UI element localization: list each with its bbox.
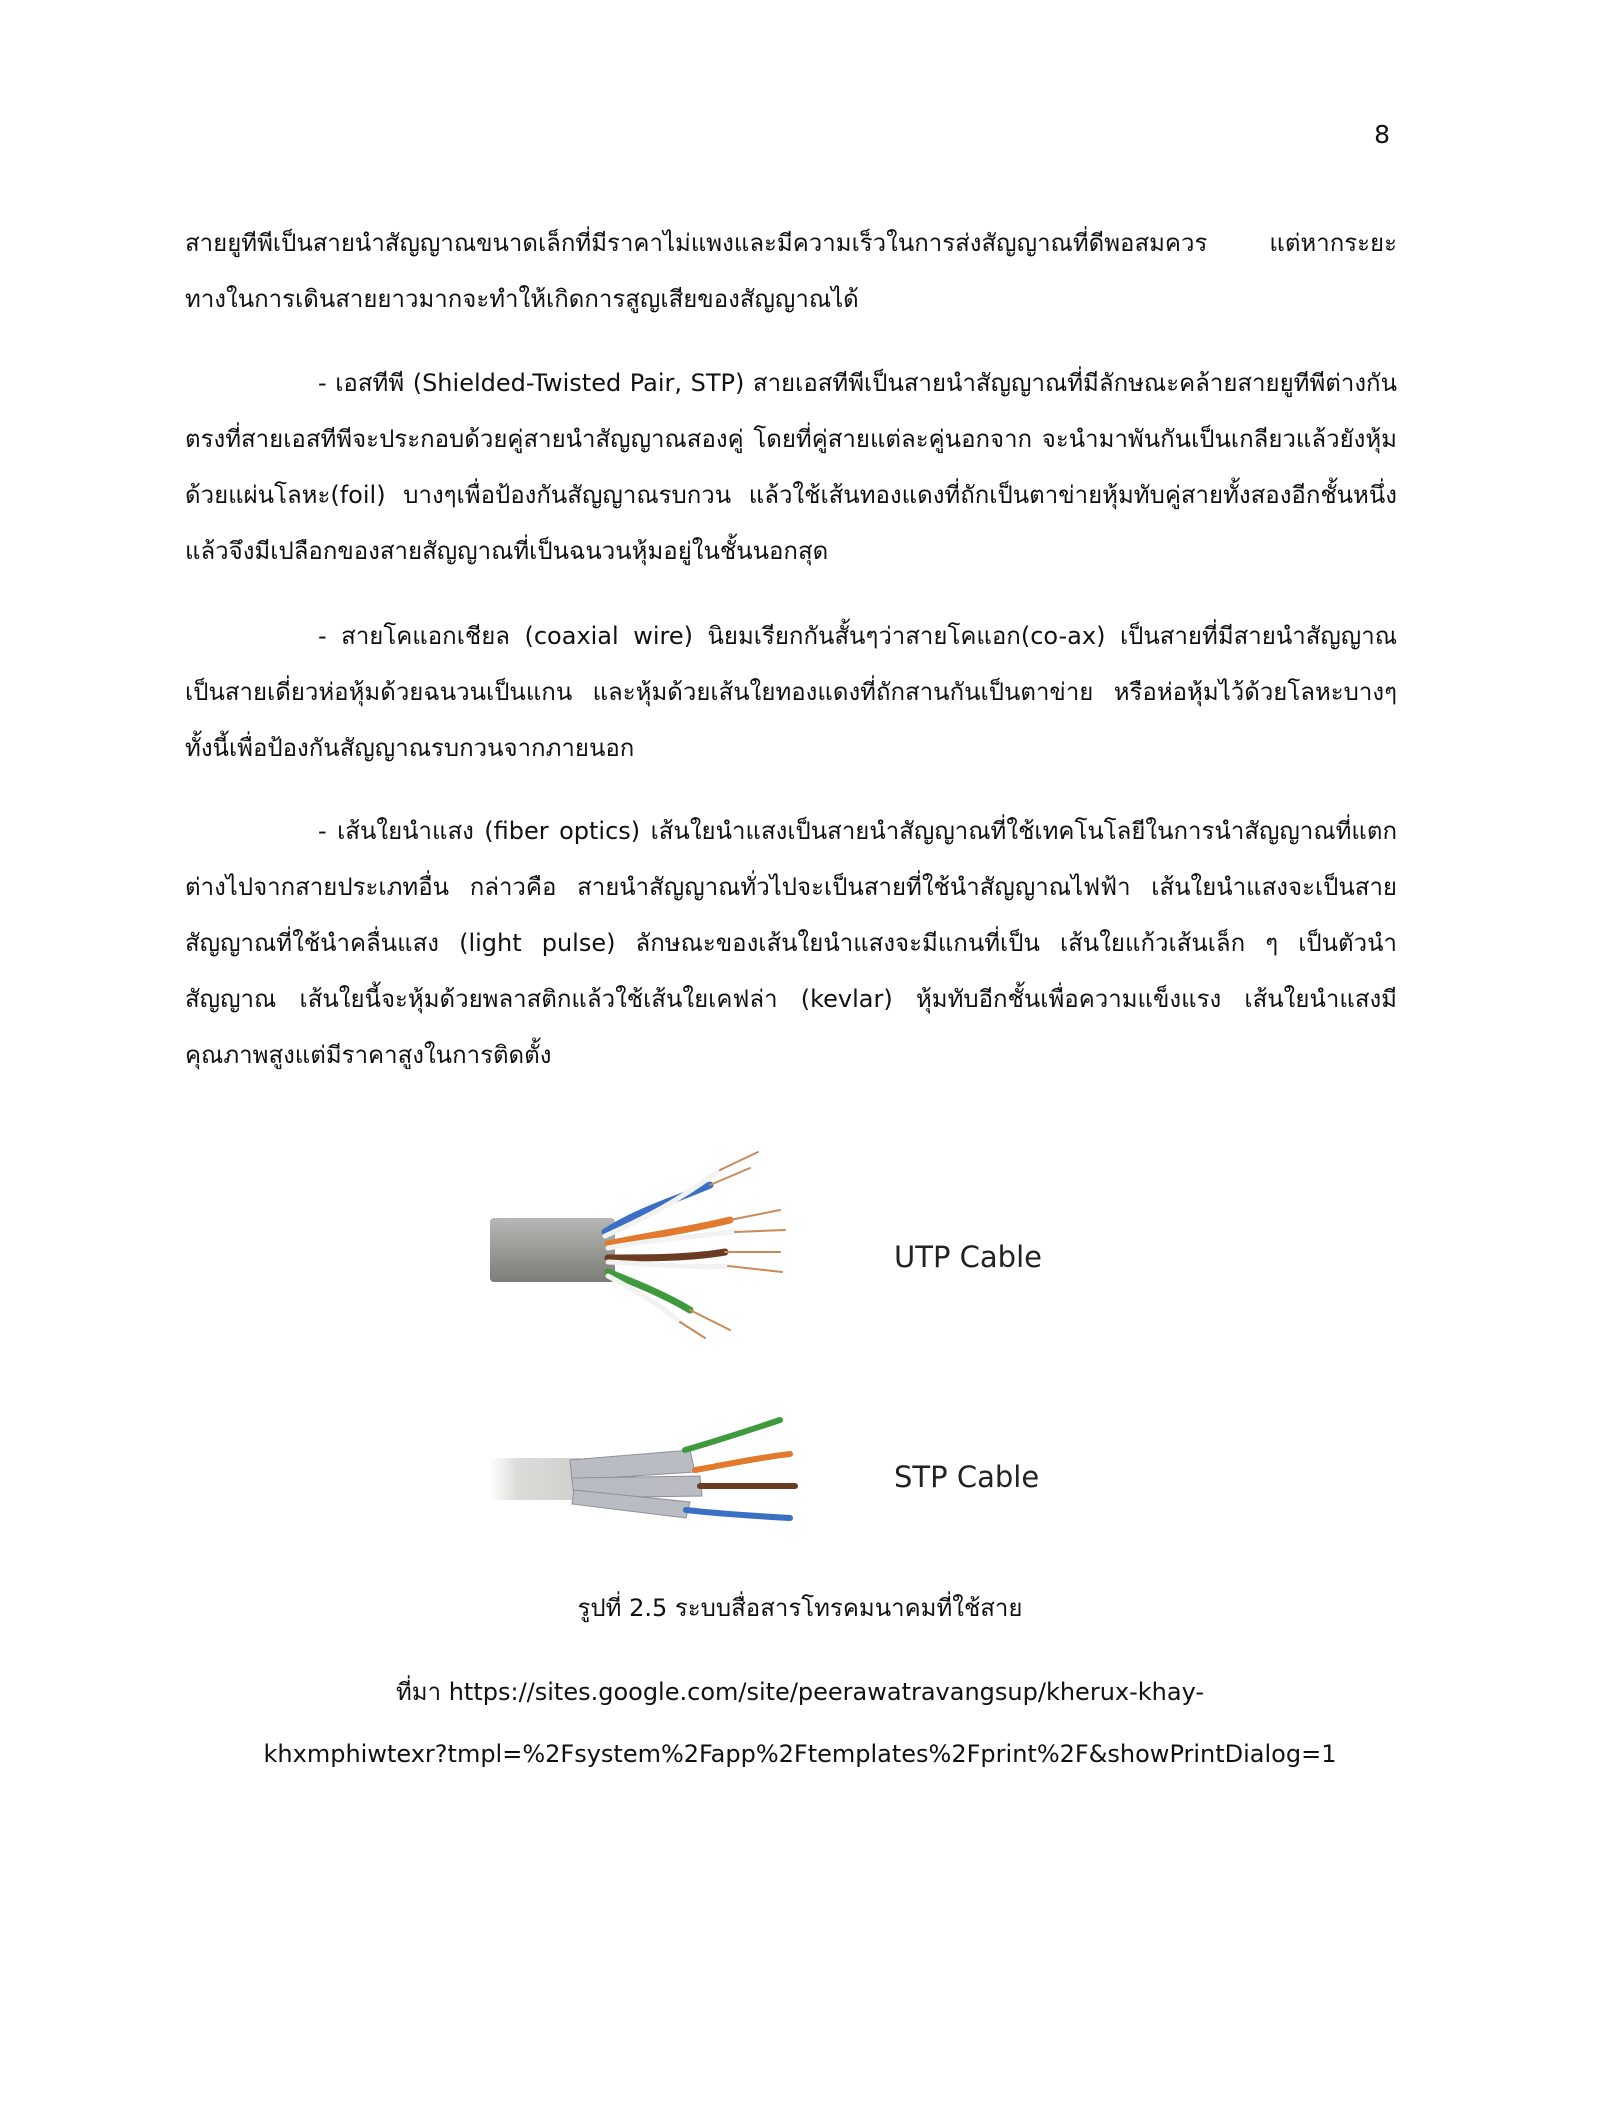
paragraph-utp-continuation (185, 215, 1397, 327)
paragraph-text: - เอสทีพี (Shielded-Twisted Pair, STP) สายเอสทีพีเป็นสายนำสัญญาณที่มีลักษณะคล้ายสายยูทีพีต่างกันตรงที่สายเอสทีพีจะประกอบด้วยคู่สายนำสัญญาณสองคู่ โดยที่คู่สายแต่ละคู่นอกจาก จะนำมาพันกันเป็นเกลียวแล้วยังหุ้มด้วยแผ่นโลหะ(foil) บางๆเพื่อป้องกันสัญญาณรบกวน แล้วใช้เส้นทองแดงที่ถักเป็นตาข่ายหุ้มทับคู่สายทั้งสองอีกชั้นหนึ่ง แล้วจึงมีเปลือกของสายสัญญาณที่เป็นฉนวนหุ้มอยู่ในชั้นนอกสุด (185, 369, 1397, 565)
utp-cable-image (490, 1140, 840, 1340)
paragraph-text: - สายโคแอกเชียล (coaxial wire) นิยมเรียกกันสั้นๆว่าสายโคแอก(co-ax) เป็นสายที่มีสายนำสัญญาณเป็นสายเดี่ยวห่อหุ้มด้วยฉนวนเป็นแกน และหุ้มด้วยเส้นใยทองแดงที่ถักสานกันเป็นตาข่าย หรือห่อหุ้มไว้ด้วยโลหะบางๆ ทั้งนี้เพื่อป้องกันสัญญาณรบกวนจากภายนอก (185, 622, 1397, 762)
stp-cable-image (490, 1410, 840, 1530)
paragraph-text: สายยูทีพีเป็นสายนำสัญญาณขนาดเล็กที่มีราคาไม่แพงและมีความเร็วในการส่งสัญญาณที่ดีพอสมควร แต่หากระยะทางในการเดินสายยาวมากจะทำให้เกิดการสูญเสียของสัญญาณได้ (185, 229, 1397, 313)
stp-cable-label: STP Cable (894, 1460, 1040, 1494)
paragraph-coaxial (185, 608, 1397, 776)
paragraph-stp (185, 355, 1397, 579)
figure-caption: รูปที่ 2.5 ระบบสื่อสารโทรคมนาคมที่ใช้สาย (577, 1594, 1023, 1622)
figure-source-line-2: khxmphiwtexr?tmpl=%2Fsystem%2Fapp%2Ftemplates%2Fprint%2F&showPrintDialog=1 (263, 1740, 1337, 1768)
figure-source-line-1: ที่มา https://sites.google.com/site/peerawatravangsup/kherux-khay- (395, 1678, 1205, 1706)
cable-figure (490, 1140, 1110, 1540)
utp-cable-label: UTP Cable (894, 1240, 1042, 1274)
paragraph-text: - เส้นใยนำแสง (fiber optics) เส้นใยนำแสงเป็นสายนำสัญญาณที่ใช้เทคโนโลยีในการนำสัญญาณที่แตกต่างไปจากสายประเภทอื่น กล่าวคือ สายนำสัญญาณทั่วไปจะเป็นสายที่ใช้นำสัญญาณไฟฟ้า เส้นใยนำแสงจะเป็นสายสัญญาณที่ใช้นำคลื่นแสง (light pulse) ลักษณะของเส้นใยนำแสงจะมีแกนที่เป็น เส้นใยแก้วเส้นเล็ก ๆ เป็นตัวนำสัญญาณ เส้นใยนี้จะหุ้มด้วยพลาสติกแล้วใช้เส้นใยเคฟล่า (kevlar) หุ้มทับอีกชั้นเพื่อความแข็งแรง เส้นใยนำแสงมีคุณภาพสูงแต่มีราคาสูงในการติดตั้ง (185, 817, 1397, 1069)
paragraph-fiber-optics (185, 803, 1397, 1083)
page-number: 8 (1374, 120, 1390, 149)
